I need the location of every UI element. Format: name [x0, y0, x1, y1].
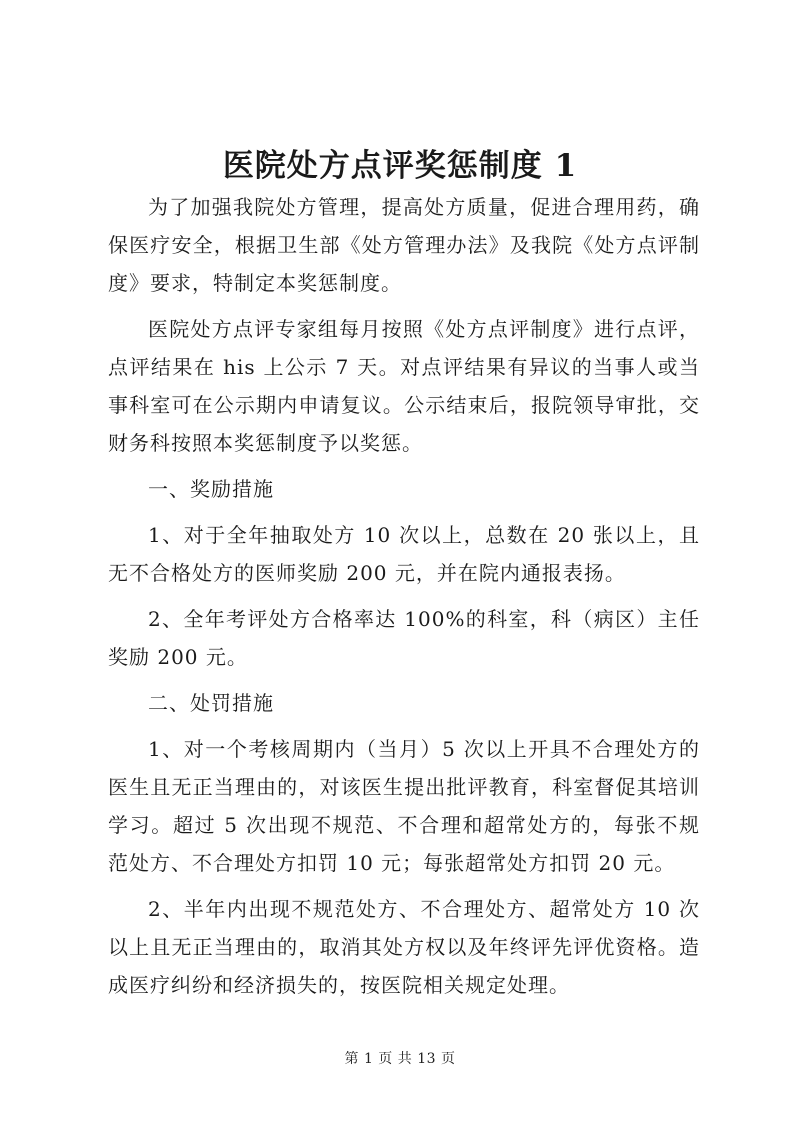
- document-title: 医院处方点评奖惩制度 1: [222, 148, 578, 184]
- penalty-section-heading: 二、处罚措施: [148, 691, 274, 715]
- reward-item: 1、对于全年抽取处方 10 次以上，总数在 20 张以上，且无不合格处方的医师奖励 200 元，并在院内通报表扬。: [108, 523, 700, 585]
- penalty-item: 1、对一个考核周期内（当月）5 次以上开具不合理处方的医生且无正当理由的，对该医生提出批评教育，科室督促其培训学习。超过 5 次出现不规范、不合理和超常处方的，每张不规范处方、不合理处方扣罚 10 元；每张超常处方扣罚 20 元。: [108, 737, 700, 875]
- penalty-item: 2、半年内出现不规范处方、不合理处方、超常处方 10 次以上且无正当理由的，取消其处方权以及年终评先评优资格。造成医疗纠纷和经济损失的，按医院相关规定处理。: [108, 897, 700, 997]
- reward-section-heading: 一、奖励措施: [148, 477, 274, 501]
- page-number-footer: 第 1 页 共 13 页: [344, 1051, 456, 1067]
- review-process-paragraph: 医院处方点评专家组每月按照《处方点评制度》进行点评，点评结果在 his 上公示 7 天。对点评结果有异议的当事人或当事科室可在公示期内申请复议。公示结束后，报院领导审批，交财务科按照本奖惩制度予以奖惩。: [108, 317, 700, 455]
- document-body: [108, 188, 700, 1004]
- reward-item: 2、全年考评处方合格率达 100%的科室，科（病区）主任奖励 200 元。: [108, 607, 700, 669]
- intro-paragraph: 为了加强我院处方管理，提高处方质量，促进合理用药，确保医疗安全，根据卫生部《处方管理办法》及我院《处方点评制度》要求，特制定本奖惩制度。: [108, 195, 700, 295]
